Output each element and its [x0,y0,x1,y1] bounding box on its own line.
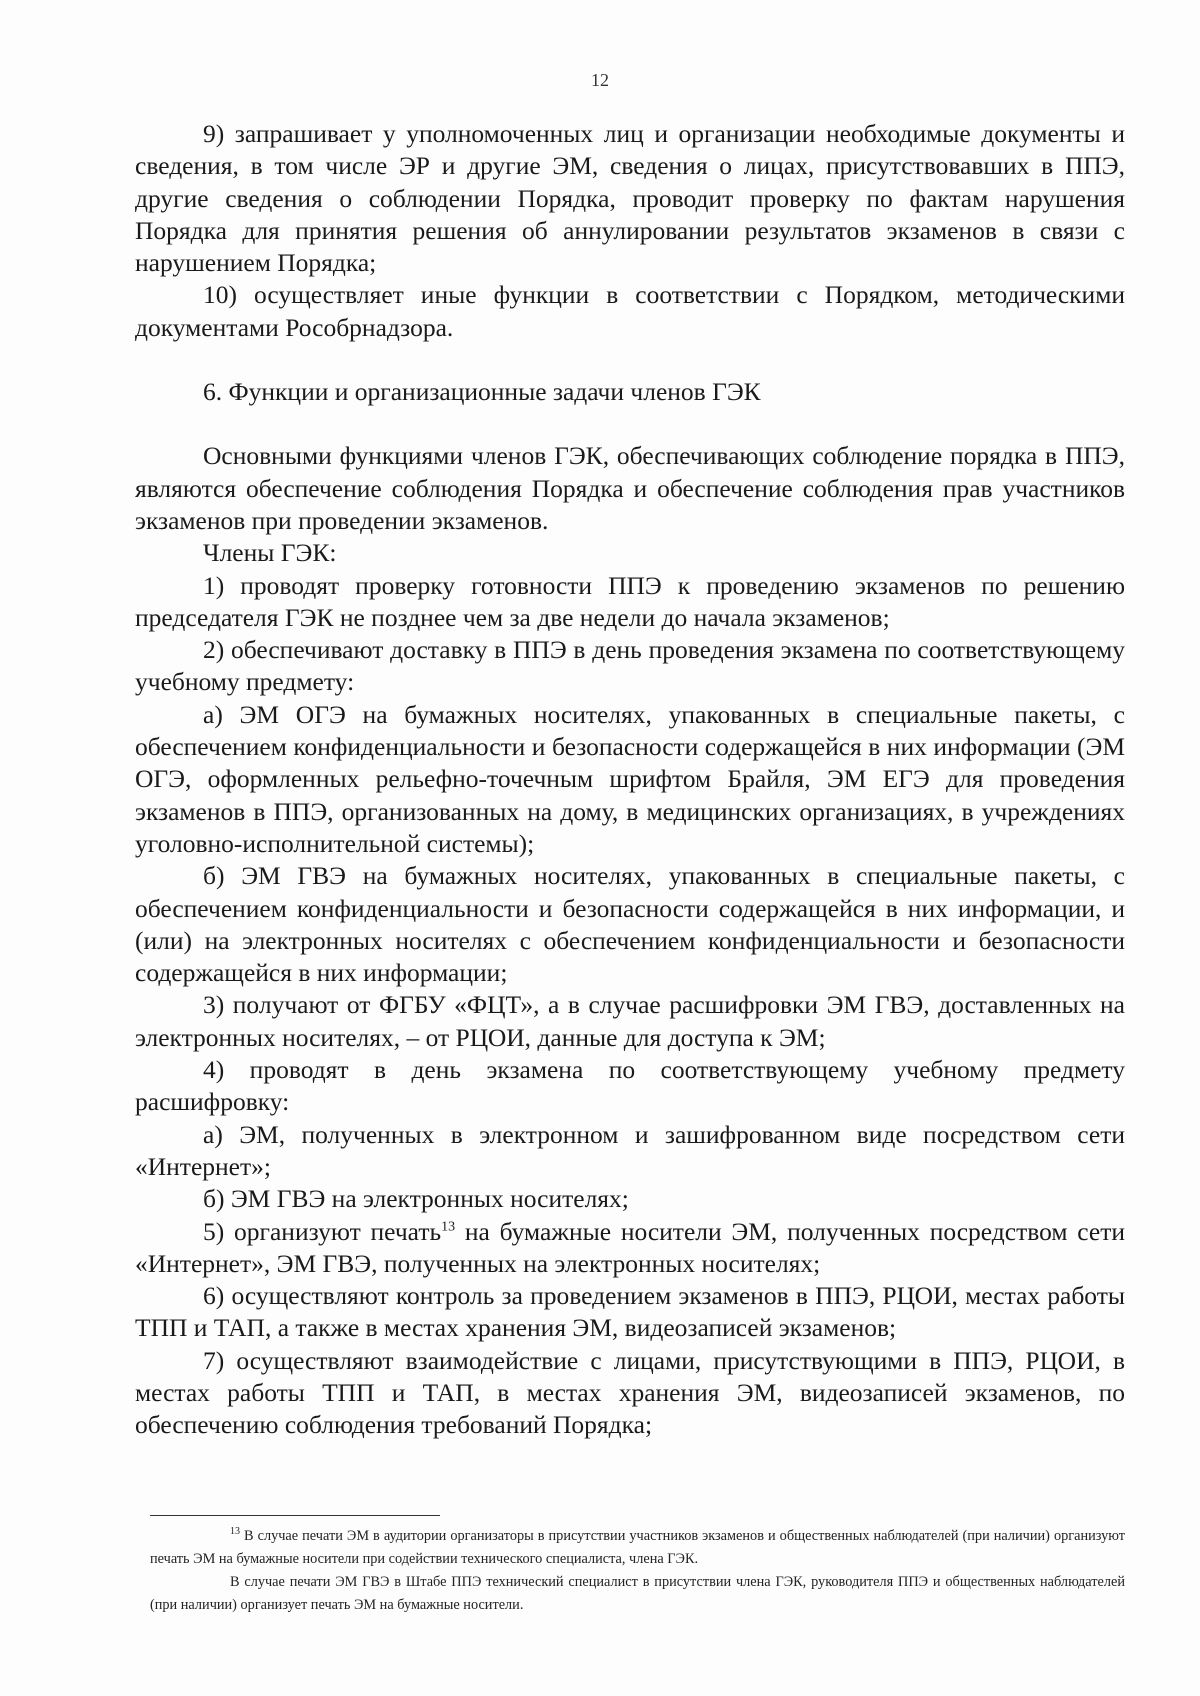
member-5-end: на бумажные носители ЭМ, полученных посредством сети «Интернет», ЭМ ГВЭ, полученных на электронных носителях; [135,1216,1126,1278]
paragraph-member-4a: а) ЭМ, полученных в электронном и зашифрованном виде посредством сети «Интернет»; [135,1119,1125,1181]
paragraph-member-5 [135,1216,1125,1281]
paragraph-member-2: 2) обеспечивают доставку в ППЭ в день проведения экзамена по соответствующему учебному предмету: [135,635,1125,697]
paragraph-member-6: 6) осуществляют контроль за проведением экзаменов в ППЭ, РЦОИ, местах работы ТПП и ТАП, а также в местах хранения ЭМ, видеозаписей экзаменов; [135,1281,1125,1343]
paragraph-item-9: 9) запрашивает у уполномоченных лиц и организации необходимые документы и сведения, в том числе ЭР и другие ЭМ, сведения о лицах, присутствовавших в ППЭ, другие сведения о соблюдении Порядка, проводит проверку по фактам нарушения Порядка для принятия решения об аннулировании результатов экзаменов в связи с нарушением Порядка; [135,119,1125,278]
paragraph-member-7: 7) осуществляют взаимодействие с лицами, присутствующими в ППЭ, РЦОИ, в местах работы ТПП и ТАП, в местах хранения ЭМ, видеозаписей экзаменов, по обеспечению соблюдения требований Порядка; [135,1345,1125,1440]
footnotes-section [150,1525,1125,1617]
footnote-2: В случае печати ЭМ ГВЭ в Штабе ППЭ технический специалист в присутствии члена ГЭК, руководителя ППЭ и общественных наблюдателей (при наличии) организует печать ЭМ на бумажные носители. [150,1574,1125,1613]
page-number: 12 [591,70,609,90]
footnote-1-text: В случае печати ЭМ в аудитории организаторы в присутствии участников экзаменов и общественных наблюдателей (при наличии) организуют печать ЭМ на бумажные носители при содействии технического специалиста, члена ГЭК. [150,1528,1125,1567]
paragraph-member-4b: б) ЭМ ГВЭ на электронных носителях; [203,1184,629,1214]
footnote-reference[interactable]: 13 [441,1219,456,1234]
paragraph-member-2a: а) ЭМ ОГЭ на бумажных носителях, упакованных в специальные пакеты, с обеспечением конфиденциальности и безопасности содержащейся в них информации (ЭМ ОГЭ, оформленных рельефно-точечным шрифтом Брайля, ЭМ ЕГЭ для проведения экзаменов в ППЭ, организованных на дому, в медицинских организациях, в учреждениях уголовно-исполнительной системы); [135,699,1125,858]
paragraph-members-lead: Члены ГЭК: [203,538,337,568]
paragraph-member-3: 3) получают от ФГБУ «ФЦТ», а в случае расшифровки ЭМ ГВЭ, доставленных на электронных носителях, – от РЦОИ, данные для доступа к ЭМ; [135,990,1125,1052]
paragraph-member-1: 1) проводят проверку готовности ППЭ к проведению экзаменов по решению председателя ГЭК не позднее чем за две недели до начала экзаменов; [135,570,1125,632]
paragraph-intro: Основными функциями членов ГЭК, обеспечивающих соблюдение порядка в ППЭ, являются обеспечение соблюдения Порядка и обеспечение соблюдения прав участников экзаменов при проведении экзаменов. [135,441,1125,535]
footnote-marker: 13 [230,1526,240,1538]
paragraph-member-2b: б) ЭМ ГВЭ на бумажных носителях, упакованных в специальные пакеты, с обеспечением конфиденциальности и безопасности содержащейся в них информации, и (или) на электронных носителях с обеспечением конфиденциальности и безопасности содержащейся в них информации; [135,861,1125,988]
paragraph-member-4: 4) проводят в день экзамена по соответствующему учебному предмету расшифровку: [135,1055,1125,1117]
footnote-1 [150,1525,1125,1571]
section-heading: 6. Функции и организационные задачи членов ГЭК [203,377,761,407]
document-body [135,118,1125,1442]
member-5-start: 5) организуют печать [203,1216,442,1246]
paragraph-item-10: 10) осуществляет иные функции в соответствии с Порядком, методическими документами Рособрнадзора. [135,280,1125,342]
footnote-divider [150,1515,440,1516]
